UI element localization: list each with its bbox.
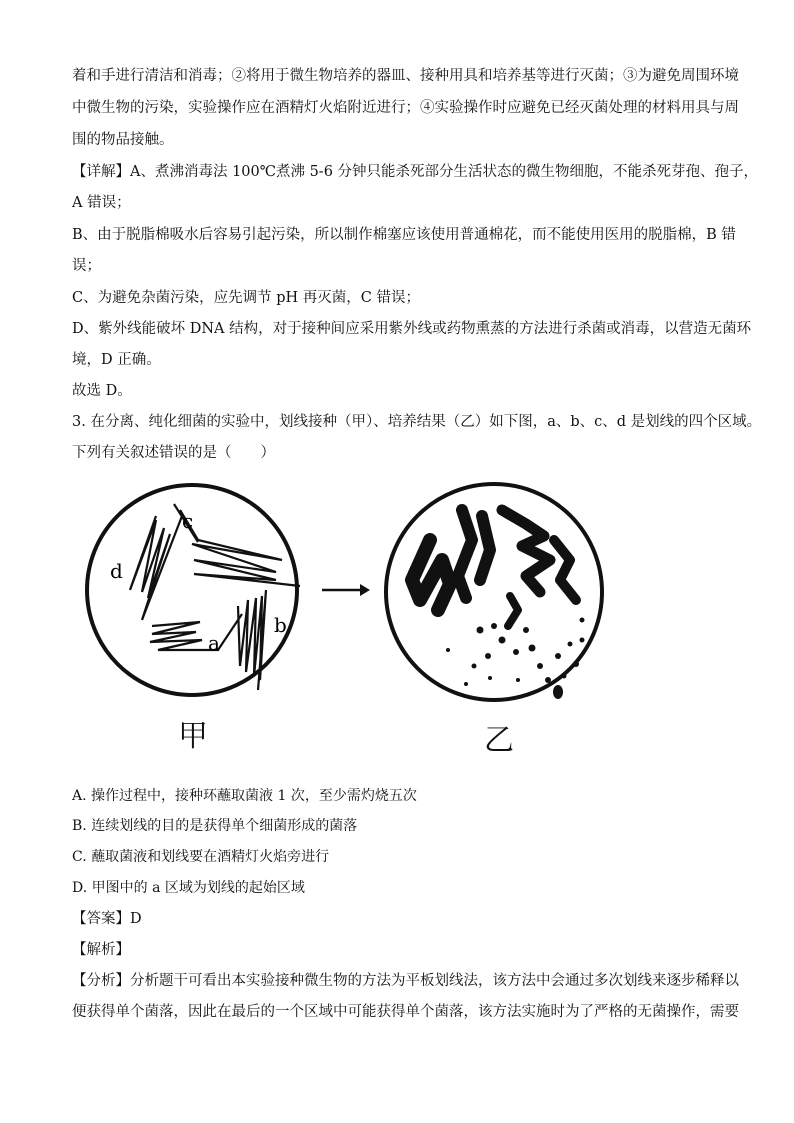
- option-b: B. 连续划线的目的是获得单个细菌形成的菌落: [72, 818, 358, 834]
- detail-line: 【详解】A、煮沸消毒法 100℃煮沸 5-6 分钟只能杀死部分生活状态的微生物细胞，不能杀死芽孢、孢子，: [72, 164, 759, 180]
- petri-dish-left: [87, 485, 300, 695]
- paragraph-line: 中微生物的污染，实验操作应在酒精灯火焰附近进行；④实验操作时应避免已经灭菌处理的材料用具与周: [72, 100, 739, 116]
- arrow-icon: [322, 584, 370, 596]
- option-c: C. 蘸取菌液和划线要在酒精灯火焰旁进行: [72, 849, 330, 865]
- paragraph-line: 围的物品接触。: [72, 132, 174, 148]
- detail-line: 境，D 正确。: [72, 352, 161, 368]
- option-d: D. 甲图中的 a 区域为划线的起始区域: [72, 880, 305, 896]
- region-label-d: d: [110, 559, 123, 583]
- region-label-b: b: [274, 613, 287, 637]
- figure-caption-left: 甲: [178, 719, 208, 754]
- question-stem: 下列有关叙述错误的是（ ）: [72, 445, 275, 461]
- petri-dish-right: [386, 484, 602, 700]
- detail-line: 误；: [72, 258, 101, 274]
- detail-line: A 错误；: [72, 195, 131, 211]
- analysis-line: 【分析】分析题干可看出本实验接种微生物的方法为平板划线法，该方法中会通过多次划线来逐步稀释以: [72, 973, 739, 989]
- detail-line: B、由于脱脂棉吸水后容易引起污染，所以制作棉塞应该使用普通棉花，而不能使用医用的脱脂棉，B 错: [72, 227, 736, 243]
- question-stem: 3. 在分离、纯化细菌的实验中，划线接种（甲）、培养结果（乙）如下图，a、b、c、d 是划线的四个区域。: [72, 414, 762, 430]
- detail-line: 故选 D。: [72, 383, 132, 399]
- analysis-line: 便获得单个菌落，因此在最后的一个区域中可能获得单个菌落，该方法实施时为了严格的无菌操作，需要: [72, 1004, 739, 1020]
- region-label-c: c: [182, 509, 194, 533]
- streak-plate-figure: [70, 480, 630, 760]
- option-a: A. 操作过程中，接种环蘸取菌液 1 次，至少需灼烧五次: [72, 788, 417, 804]
- detail-line: C、为避免杂菌污染，应先调节 pH 再灭菌，C 错误；: [72, 290, 420, 306]
- detail-line: D、紫外线能破坏 DNA 结构，对于接种间应采用紫外线或药物熏蒸的方法进行杀菌或消毒，以营造无菌环: [72, 321, 752, 337]
- paragraph-line: 着和手进行清洁和消毒；②将用于微生物培养的器皿、接种用具和培养基等进行灭菌；③为避免周围环境: [72, 68, 739, 84]
- streak-region-d: [130, 516, 182, 620]
- analysis-heading: 【解析】: [72, 942, 130, 958]
- answer-line: 【答案】D: [72, 911, 142, 927]
- figure-caption-right: 乙: [484, 723, 514, 758]
- streak-region-c: [180, 510, 300, 586]
- streak-region-a: [150, 614, 242, 650]
- region-label-a: a: [208, 631, 220, 655]
